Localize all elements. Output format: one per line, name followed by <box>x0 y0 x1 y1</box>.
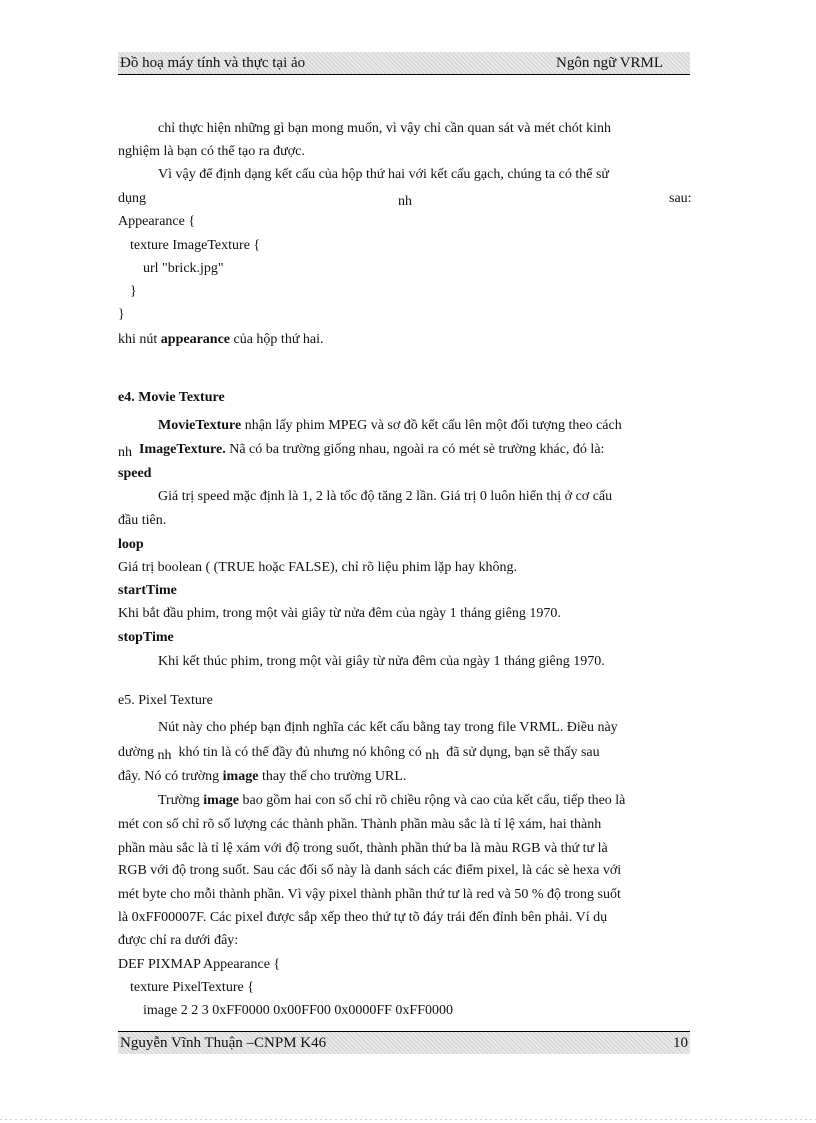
footer-author: Nguyễn Vĩnh Thuận –CNPM K46 <box>120 1035 327 1051</box>
text-line: khi nút appearance của hộp thứ hai. <box>118 332 324 347</box>
code-line: Appearance { <box>118 214 196 229</box>
code-line: } <box>130 284 137 299</box>
field-label-loop: loop <box>118 537 144 552</box>
text-line: đầu tiên. <box>118 513 167 528</box>
text-line: nh ImageTexture. Nã có ba trường giống nhau, ngoài ra có mét sè trường khác, đó là: <box>118 442 605 460</box>
text-line: nghiệm là bạn có thể tạo ra được. <box>118 144 305 159</box>
section-heading: e5. Pixel Texture <box>118 693 213 708</box>
text-line: Khi bắt đầu phim, trong một vài giây từ nửa đêm của ngày 1 tháng giêng 1970. <box>118 606 561 621</box>
text-line: MovieTexture nhận lấy phim MPEG và sơ đồ kết cấu lên một đối tượng theo cách <box>158 418 622 433</box>
code-line: texture PixelTexture { <box>130 980 254 995</box>
code-line: DEF PIXMAP Appearance { <box>118 957 281 972</box>
text-line: chỉ thực hiện những gì bạn mong muốn, vì vậy chỉ cần quan sát và mét chót kinh <box>158 121 611 136</box>
text-line: Giá trị boolean ( (TRUE hoặc FALSE), chỉ rõ liệu phim lặp hay không. <box>118 560 518 575</box>
text-line: Giá trị speed mặc định là 1, 2 là tốc độ tăng 2 lần. Giá trị 0 luôn hiển thị ở cơ cấu <box>158 489 613 504</box>
text-line: đây. Nó có trường image thay thế cho trường URL. <box>118 769 407 784</box>
text-fragment: nh <box>398 194 412 209</box>
field-label-starttime: startTime <box>118 583 177 598</box>
text-line: được chỉ ra dưới đây: <box>118 933 239 948</box>
page-footer <box>118 1032 690 1054</box>
text-line: sau: <box>669 191 692 206</box>
page-number: 10 <box>673 1035 688 1051</box>
page-header <box>118 52 690 74</box>
header-rule <box>118 74 690 75</box>
text-line: dường nh khó tin là có thể đầy đủ nhưng nó không có nh đã sử dụng, bạn sẽ thấy sau <box>118 745 600 763</box>
code-line: url "brick.jpg" <box>143 261 224 276</box>
text-line: là 0xFF00007F. Các pixel được sắp xếp theo thứ tự tõ đáy trái đến đỉnh bên phải. Ví dụ <box>118 910 608 925</box>
text-line: phần màu sắc là tỉ lệ xám với độ trong suốt, thành phần thứ ba là màu RGB và thứ tư là <box>118 841 608 856</box>
text-line: dụng <box>118 191 146 206</box>
text-line: Trường image bao gồm hai con số chỉ rõ chiều rộng và cao của kết cấu, tiếp theo là <box>158 793 626 808</box>
text-line: Khi kết thúc phim, trong một vài giây từ nửa đêm của ngày 1 tháng giêng 1970. <box>158 654 605 669</box>
text-line: Nút này cho phép bạn định nghĩa các kết cấu bằng tay trong file VRML. Điều này <box>158 720 618 735</box>
text-line: mét byte cho mỗi thành phần. Vì vậy pixel thành phần thứ tư là red và 50 % độ trong suốt <box>118 887 621 902</box>
header-title: Đồ hoạ máy tính và thực tại ảo <box>120 55 306 71</box>
code-line: image 2 2 3 0xFF0000 0x00FF00 0x0000FF 0xFF0000 <box>143 1003 453 1018</box>
field-label-stoptime: stopTime <box>118 630 174 645</box>
section-heading: e4. Movie Texture <box>118 390 225 405</box>
header-chapter: Ngôn ngữ VRML <box>556 55 664 71</box>
text-line: Vì vậy để định dạng kết cấu của hộp thứ hai với kết cấu gạch, chúng ta có thể sử <box>158 167 609 182</box>
page-bottom-divider <box>0 1119 816 1120</box>
code-line: texture ImageTexture { <box>130 238 261 253</box>
code-line: } <box>118 307 125 322</box>
text-line: RGB với độ trong suốt. Sau các đối số này là danh sách các điểm pixel, là các sè hexa với <box>118 863 622 878</box>
text-line: mét con số chỉ rõ số lượng các thành phần. Thành phần màu sắc là tỉ lệ xám, hai thành <box>118 817 602 832</box>
field-label-speed: speed <box>118 466 152 481</box>
